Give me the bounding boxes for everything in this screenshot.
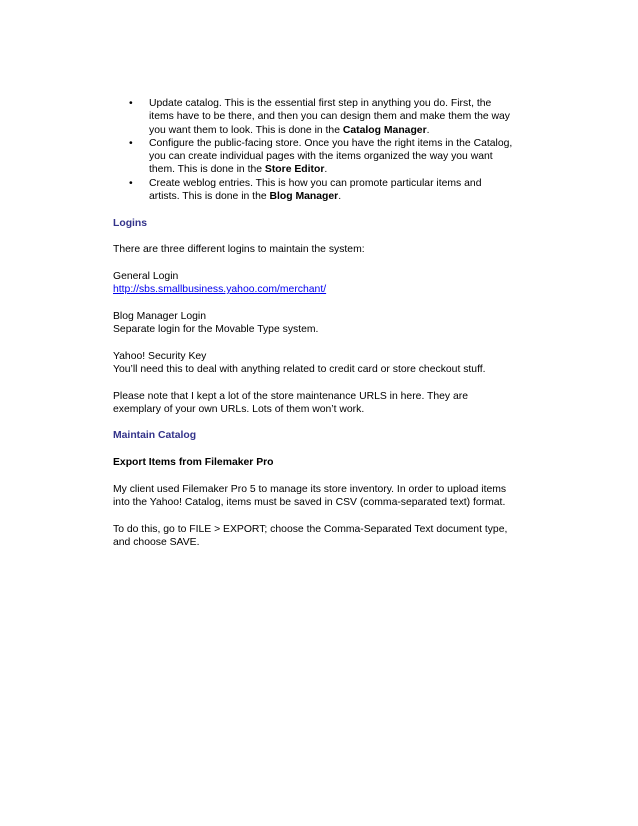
list-item-text: Update catalog. This is the essential first step in anything you do. First, the items have to be there, and then you can design them and make them the way you want them to look. This is done in the: [149, 98, 511, 136]
logins-heading: Logins: [113, 217, 148, 229]
blog-login-title: Blog Manager Login: [113, 310, 207, 322]
bullet-icon: •: [129, 177, 133, 189]
security-key-description: You’ll need this to deal with anything related to credit card or store checkout stuff.: [113, 363, 486, 375]
blog-login-description: Separate login for the Movable Type system.: [113, 324, 319, 336]
list-item: [113, 97, 513, 137]
list-item-text-end: .: [426, 124, 430, 136]
list-item-text: Configure the public-facing store. Once you have the right items in the Catalog, you can create individual pages with the items organized the way you want them. This is done in the: [149, 137, 513, 176]
url-note: Please note that I kept a lot of the store maintenance URLS in here. They are exemplary of your own URLs. Lots of them won’t work.: [113, 390, 469, 415]
logins-intro: There are three different logins to maintain the system:: [113, 244, 365, 256]
list-item-text-end: .: [338, 191, 342, 203]
general-login-link[interactable]: http://sbs.smallbusiness.yahoo.com/merchant/: [113, 284, 327, 296]
export-paragraph-1: My client used Filemaker Pro 5 to manage its store inventory. In order to upload items into the Yahoo! Catalog, items must be saved in CSV (comma-separated text) format.: [113, 483, 507, 508]
list-item-text-end: .: [324, 164, 328, 176]
bullet-icon: •: [129, 137, 133, 149]
list-item-text: Create weblog entries. This is how you can promote particular items and artists. This is done in the: [149, 177, 482, 203]
security-key-title: Yahoo! Security Key: [113, 350, 207, 362]
export-paragraph-2: To do this, go to FILE > EXPORT; choose the Comma-Separated Text document type, and choose SAVE.: [113, 523, 508, 548]
general-login-title: General Login: [113, 270, 179, 282]
bullet-icon: •: [129, 98, 133, 109]
task-list: [113, 97, 513, 203]
maintain-catalog-heading: Maintain Catalog: [113, 430, 197, 442]
export-items-heading: Export Items from Filemaker Pro: [113, 457, 274, 469]
list-item-bold: Catalog Manager: [342, 124, 427, 136]
document-content: [113, 97, 513, 549]
list-item-bold: Store Editor: [264, 164, 325, 176]
list-item: [113, 137, 513, 177]
list-item: [113, 177, 513, 204]
list-item-bold: Blog Manager: [269, 191, 339, 203]
